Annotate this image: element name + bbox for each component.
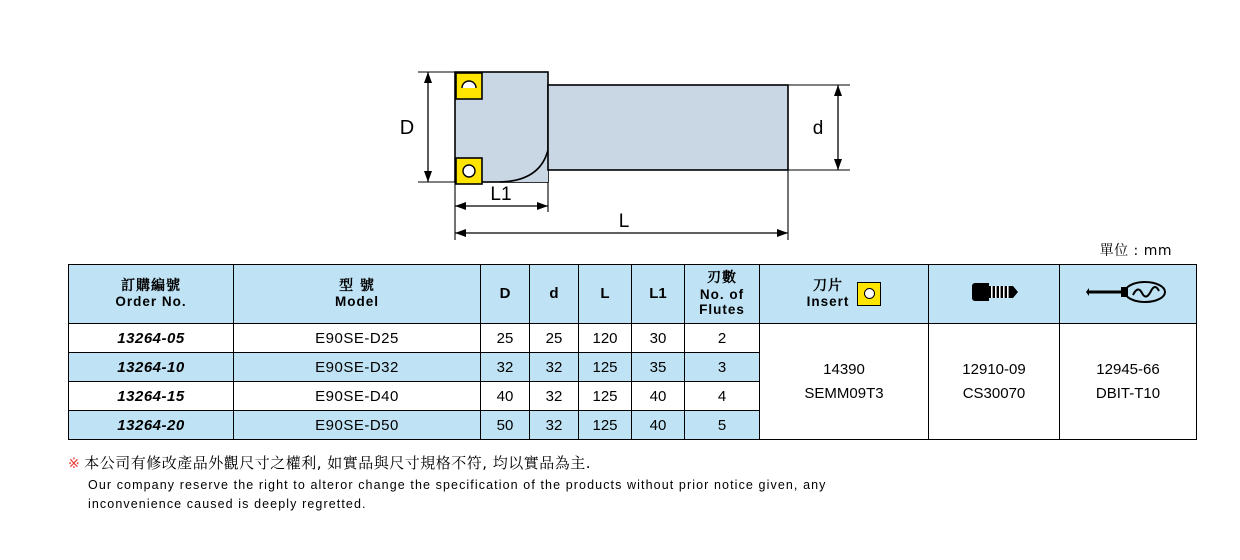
header-insert-en: Insert — [806, 294, 850, 310]
cell-L1: 30 — [632, 324, 685, 353]
cell-d: 25 — [530, 324, 579, 353]
cell-L1: 40 — [632, 382, 685, 411]
header-flutes-en1: No. of — [699, 286, 745, 302]
header-insert-cn: 刀片 — [812, 278, 843, 295]
cell-order-no: 13264-10 — [69, 353, 234, 382]
wrench-code: 12945-66 — [1096, 360, 1160, 378]
unit-note: 單位 : mm — [1099, 243, 1172, 259]
dim-d-arrow-bottom — [834, 159, 842, 170]
screw-code: 12910-09 — [962, 360, 1026, 378]
footnote-line-en-1: Our company reserve the right to alteror change the specification of the products without prior notice given, any — [88, 478, 827, 492]
cell-d: 32 — [530, 353, 579, 382]
wrench-name: DBIT-T10 — [1095, 384, 1161, 402]
cell-D: 40 — [481, 382, 530, 411]
dim-L1-label: L1 — [490, 184, 512, 205]
cell-L: 125 — [579, 353, 632, 382]
dim-L-arrow-left — [455, 229, 466, 237]
cell-order-no: 13264-20 — [69, 411, 234, 440]
header-insert — [760, 265, 929, 324]
cell-d: 32 — [530, 382, 579, 411]
header-d: d — [530, 265, 579, 324]
footnote-star-icon: ※ — [68, 456, 81, 472]
dim-L-arrow-right — [777, 229, 788, 237]
footnote — [68, 452, 1188, 511]
dim-L1-arrow-right — [537, 202, 548, 210]
cell-screw-merged — [929, 324, 1060, 440]
cell-D: 25 — [481, 324, 530, 353]
cell-flutes: 2 — [685, 324, 760, 353]
footnote-line-en-2: inconvenience caused is deeply regretted. — [88, 497, 367, 511]
screw-name: CS30070 — [962, 384, 1026, 402]
table-header-row — [69, 265, 1197, 324]
cell-model: E90SE-D50 — [234, 411, 481, 440]
header-model-cn: 型 號 — [339, 278, 375, 295]
cell-order-no: 13264-05 — [69, 324, 234, 353]
header-order-no-en: Order No. — [115, 294, 187, 310]
cell-flutes: 3 — [685, 353, 760, 382]
dim-D-arrow-top — [424, 72, 432, 83]
footnote-text-cn: 本公司有修改產品外觀尺寸之權利, 如實品與尺寸規格不符, 均以實品為主. — [84, 454, 592, 472]
dim-L-label: L — [618, 211, 630, 232]
header-flutes-en2: Flutes — [699, 302, 745, 318]
header-L: L — [579, 265, 632, 324]
cell-L: 125 — [579, 411, 632, 440]
insert-bottom-hole — [463, 165, 475, 177]
header-screw — [929, 265, 1060, 324]
header-order-no-cn: 訂購編號 — [121, 278, 181, 295]
header-D: D — [481, 265, 530, 324]
cell-insert-merged — [760, 324, 929, 440]
tool-diagram — [0, 0, 1240, 260]
footnote-line-cn — [68, 452, 1188, 473]
cell-d: 32 — [530, 411, 579, 440]
cell-L1: 35 — [632, 353, 685, 382]
dim-D-label: D — [399, 117, 415, 139]
dim-d-arrow-top — [834, 85, 842, 96]
dim-D-arrow-bottom — [424, 171, 432, 182]
cell-model: E90SE-D25 — [234, 324, 481, 353]
cell-wrench-merged — [1060, 324, 1197, 440]
cell-flutes: 5 — [685, 411, 760, 440]
header-model-en: Model — [335, 294, 379, 310]
header-L1: L1 — [632, 265, 685, 324]
cell-L: 120 — [579, 324, 632, 353]
cell-D: 32 — [481, 353, 530, 382]
cell-flutes: 4 — [685, 382, 760, 411]
header-order-no — [69, 265, 234, 324]
insert-code: 14390 — [823, 360, 865, 378]
cell-order-no: 13264-15 — [69, 382, 234, 411]
table-row — [69, 324, 1197, 353]
cell-model: E90SE-D40 — [234, 382, 481, 411]
header-model — [234, 265, 481, 324]
specification-table — [68, 264, 1197, 440]
cell-D: 50 — [481, 411, 530, 440]
screw-icon — [967, 277, 1021, 307]
cell-L1: 40 — [632, 411, 685, 440]
header-wrench — [1060, 265, 1197, 324]
tool-shank — [548, 85, 788, 170]
torx-driver-icon — [1085, 277, 1171, 307]
dim-d-label: d — [812, 118, 824, 139]
header-flutes-cn: 刃數 — [707, 270, 737, 287]
yellow-insert-icon — [857, 282, 881, 306]
dim-L1-arrow-left — [455, 202, 466, 210]
header-flutes — [685, 265, 760, 324]
cell-L: 125 — [579, 382, 632, 411]
cell-model: E90SE-D32 — [234, 353, 481, 382]
insert-name: SEMM09T3 — [804, 384, 884, 402]
